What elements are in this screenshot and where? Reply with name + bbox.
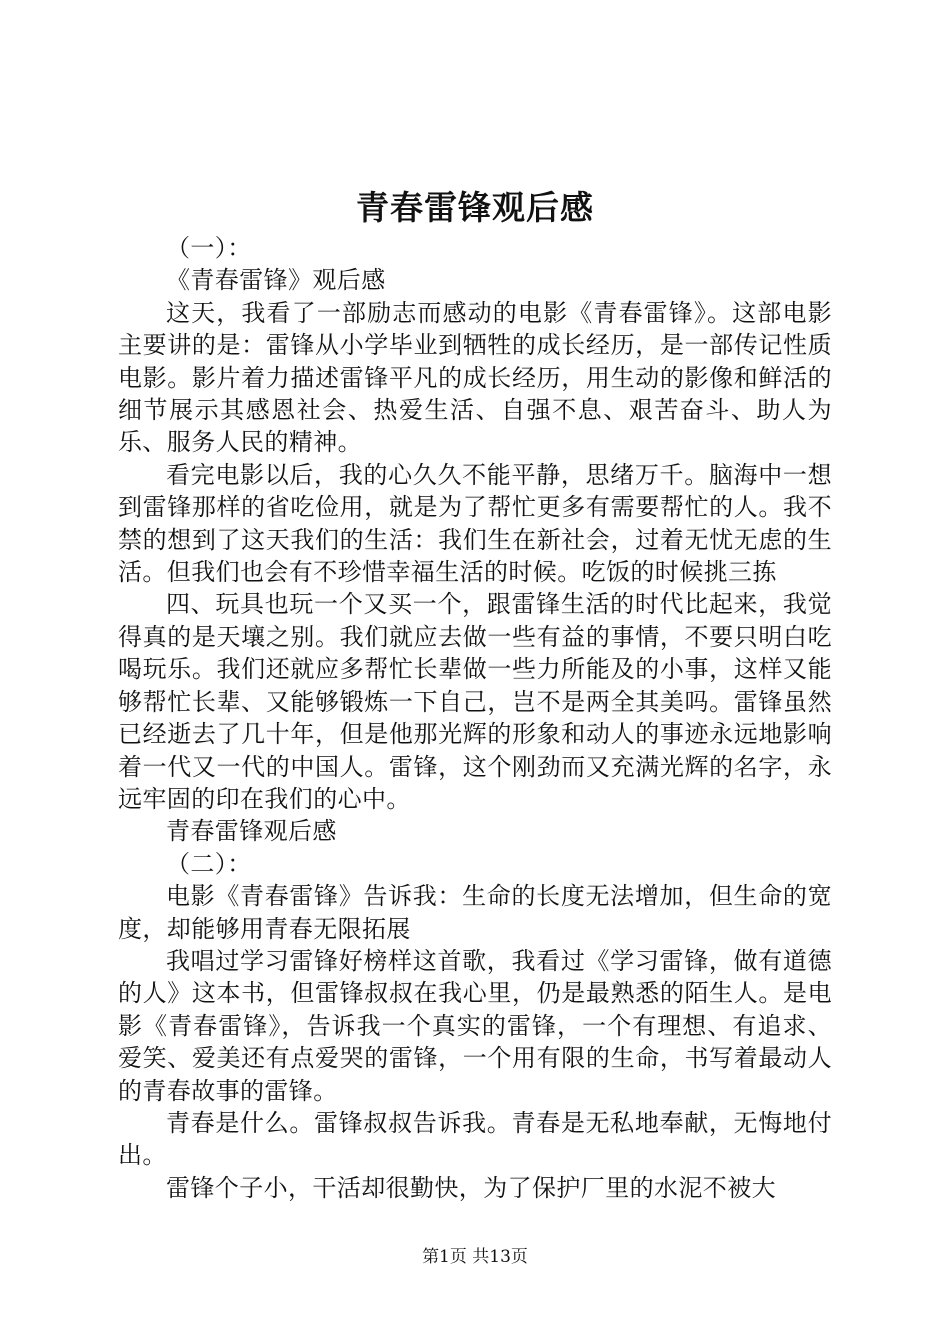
- section-marker-1: （一）：: [166, 234, 252, 262]
- body-paragraph: 看完电影以后，我的心久久不能平静，思绪万千。脑海中一想到雷锋那样的省吃俭用，就是为了帮忙更多有需要帮忙的人。我不禁的想到了这天我们的生活：我们生在新社会，过着无忧无虑的生活。但我们也会有不珍惜幸福生活的时候。吃饭的时候挑三拣: [118, 460, 832, 587]
- subtitle-paragraph: 《青春雷锋》观后感: [166, 266, 386, 295]
- body-paragraph: 青春是什么。雷锋叔叔告诉我。青春是无私地奉献，无悔地付出。: [118, 1108, 832, 1170]
- body-paragraph: 电影《青春雷锋》告诉我：生命的长度无法增加，但生命的宽度，却能够用青春无限拓展: [118, 882, 832, 943]
- body-paragraph: 雷锋个子小，干活却很勤快，为了保护厂里的水泥不被大: [166, 1173, 776, 1202]
- body-paragraph: 我唱过学习雷锋好榜样这首歌，我看过《学习雷锋，做有道德的人》这本书，但雷锋叔叔在我心里，仍是最熟悉的陌生人。是电影《青春雷锋》，告诉我一个真实的雷锋，一个有理想、有追求、爱笑、爱美还有点爱哭的雷锋，一个用有限的生命，书写着最动人的青春故事的雷锋。: [118, 946, 832, 1105]
- document-body: [118, 232, 832, 1204]
- section-heading: 青春雷锋观后感: [166, 817, 337, 846]
- body-paragraph: 四、玩具也玩一个又买一个，跟雷锋生活的时代比起来，我觉得真的是天壤之别。我们就应去做一些有益的事情，不要只明白吃喝玩乐。我们还就应多帮忙长辈做一些力所能及的小事，这样又能够帮忙长辈、又能够锻炼一下自己，岂不是两全其美吗。雷锋虽然已经逝去了几十年，但是他那光辉的形象和动人的事迹永远地影响着一代又一代的中国人。雷锋，这个刚劲而又充满光辉的名字，永远牢固的印在我们的心中。: [118, 590, 832, 813]
- page-number-footer: 第1页 共13页: [422, 1247, 528, 1267]
- body-paragraph: 这天，我看了一部励志而感动的电影《青春雷锋》。这部电影主要讲的是：雷锋从小学毕业到牺牲的成长经历，是一部传记性质电影。影片着力描述雷锋平凡的成长经历，用生动的影像和鲜活的细节展示其感恩社会、热爱生活、自强不息、艰苦奋斗、助人为乐、服务人民的精神。: [118, 298, 832, 457]
- section-marker-2: （二）：: [166, 849, 252, 878]
- document-title: 青春雷锋观后感: [356, 188, 594, 227]
